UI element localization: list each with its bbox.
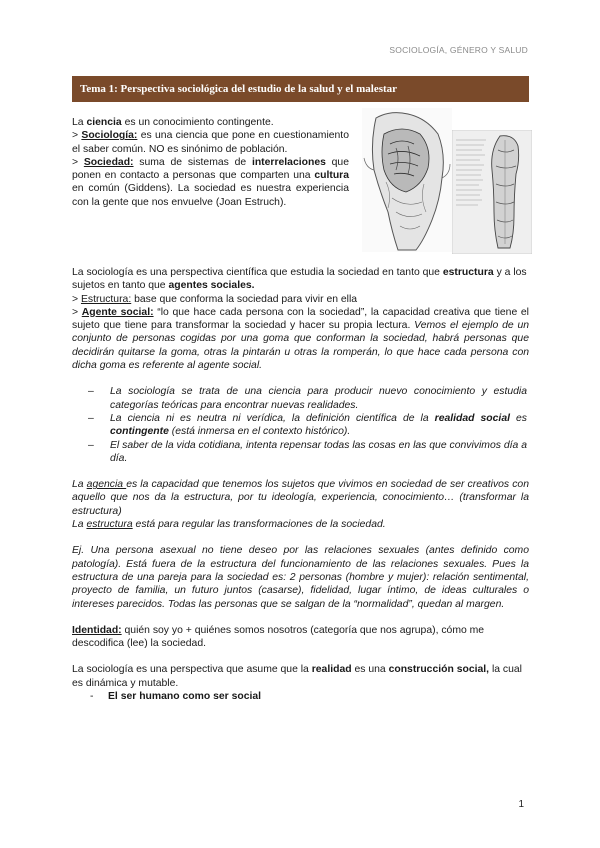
definition-sociedad bbox=[72, 156, 349, 209]
agente-example: Vemos el ejemplo de un conjunto de personas cogidas por una goma que conforman la sociedad, habrá personas que decidirán quitarse la goma, otras la pintarán u otras la romperán, lo que hace cada persona con dicha goma es referente al agente social. bbox=[72, 320, 530, 372]
running-header: SOCIOLOGÍA, GÉNERO Y SALUD bbox=[389, 45, 528, 55]
agencia-a: La bbox=[72, 479, 87, 491]
sociedad-cultura: cultura bbox=[314, 170, 349, 182]
identidad-text: quién soy yo + quiénes somos nosotros (categoría que nos agrupa), cómo me descodifica (lee) la sociedad. bbox=[72, 624, 485, 650]
bullet-3-text: El saber de la vida cotidiana, intenta repensar todas las cosas en las que convivimos día a día. bbox=[110, 439, 527, 464]
intro-definitions bbox=[72, 116, 349, 209]
bullet-2-c: es bbox=[509, 412, 527, 424]
ciencia-text: es un conocimiento contingente. bbox=[121, 117, 274, 128]
bullet-1-text: La sociología se trata de una ciencia para producir nuevo conocimiento y estudia categorías teóricas para encontrar nuevas realidades. bbox=[110, 386, 527, 411]
sociedad-interrelaciones: interrelaciones bbox=[251, 156, 326, 168]
bullet-2-e: (está inmersa en el contexto histórico). bbox=[168, 426, 351, 438]
ciencia-term: ciencia bbox=[86, 117, 122, 128]
sociedad-prefix: > bbox=[72, 156, 84, 168]
sociedad-text-e: en común (Giddens). La sociedad es nuestra experiencia con la gente que nos envuelve (Joan Estruch). bbox=[72, 183, 349, 208]
main-content bbox=[72, 266, 529, 703]
estructura2-term: estructura bbox=[86, 519, 133, 531]
anatomical-specimen-engraving-icon bbox=[452, 130, 532, 254]
bullet-2-contingente: contingente bbox=[110, 426, 169, 438]
realidad-a: La sociología es una perspectiva que asume que la bbox=[72, 664, 312, 676]
realidad-term: realidad bbox=[311, 664, 352, 676]
para1-c: y a los sujetos en tanto que bbox=[72, 267, 527, 292]
agente-term: Agente social: bbox=[81, 306, 154, 318]
definition-sociologia bbox=[72, 129, 349, 156]
bullet-2-realidad: realidad social bbox=[434, 412, 510, 424]
sociologia-text: es una ciencia que pone en cuestionamiento el saber común. NO es sinónimo de población. bbox=[72, 130, 349, 155]
bullet-list bbox=[72, 385, 529, 465]
bullet-2-a: La ciencia ni es neutra ni verídica, la definición científica de la bbox=[110, 412, 435, 424]
para-ejemplo: Ej. Una persona asexual no tiene deseo por las relaciones sexuales (antes definido como patología). Está fuera de la estructura del funcionamiento de las relaciones sexuales. Pues la estructura de una pareja para la sociedad es: 2 personas (hombre y mujer): relación sentimental, proyecto de familia, un futuro juntos (casarse), fidelidad, lugar íntimo, de ideas culturales o intereses parecidos. Todas las personas que se salgan de la “normalidad”, quedan al margen. bbox=[72, 545, 529, 610]
bullet-item bbox=[72, 412, 529, 439]
para1-estructura: estructura bbox=[442, 267, 494, 278]
page-number: 1 bbox=[518, 799, 524, 810]
para1-a: La sociología es una perspectiva científica que estudia la sociedad en tanto que bbox=[72, 267, 443, 278]
estructura-prefix: > bbox=[72, 293, 81, 305]
estructura2-d: está para regular las transformaciones de la sociedad. bbox=[132, 519, 386, 531]
identidad-term: Identidad: bbox=[72, 624, 122, 636]
definition-ciencia bbox=[72, 116, 349, 129]
para-estructura bbox=[72, 293, 529, 306]
sociedad-text-c: que ponen en contacto a personas que comparten una bbox=[72, 156, 349, 182]
ciencia-lead: La bbox=[72, 117, 87, 128]
para-perspectiva bbox=[72, 266, 529, 293]
estructura-text: base que conforma la sociedad para vivir en ella bbox=[131, 293, 358, 305]
bullet-item bbox=[72, 385, 529, 412]
bullet-item bbox=[72, 439, 529, 466]
realidad-construccion: construcción social, bbox=[388, 664, 490, 676]
para-estructura-regula bbox=[72, 518, 529, 531]
topic-title-banner: Tema 1: Perspectiva sociológica del estudio de la salud y el malestar bbox=[72, 76, 529, 102]
para-identidad bbox=[72, 624, 529, 651]
sociologia-prefix: > bbox=[72, 130, 82, 142]
para-agente-social bbox=[72, 306, 529, 372]
agencia-b: es la capacidad que tenemos los sujetos que vivimos en sociedad de ser creativos con aquello que nos da la estructura, por tu ideología, experiencia, conocimiento… (transformar la estructura) bbox=[72, 479, 529, 517]
sociologia-term: Sociología: bbox=[81, 130, 138, 142]
para-agencia bbox=[72, 478, 529, 518]
agente-prefix: > bbox=[72, 306, 82, 318]
sub-heading-ser-social: - El ser humano como ser social bbox=[72, 690, 529, 703]
realidad-e: la cual es dinámica y mutable. bbox=[72, 664, 522, 689]
estructura-term: Estructura: bbox=[80, 293, 132, 305]
estructura2-a: La bbox=[72, 519, 87, 531]
agente-text: “lo que hace cada persona con la sociedad”, la capacidad creativa que tiene el sujeto que tiene para transformar la sociedad y hacer su propia lectura. bbox=[72, 306, 529, 332]
realidad-c: es una bbox=[351, 664, 389, 676]
agencia-term: agencia bbox=[86, 479, 127, 491]
anatomical-torso-engraving-icon bbox=[362, 108, 452, 252]
para1-agentes: agentes sociales. bbox=[168, 280, 255, 292]
sociedad-term: Sociedad: bbox=[83, 156, 134, 168]
para-realidad bbox=[72, 663, 529, 690]
sociedad-text-a: suma de sistemas de bbox=[133, 156, 252, 168]
